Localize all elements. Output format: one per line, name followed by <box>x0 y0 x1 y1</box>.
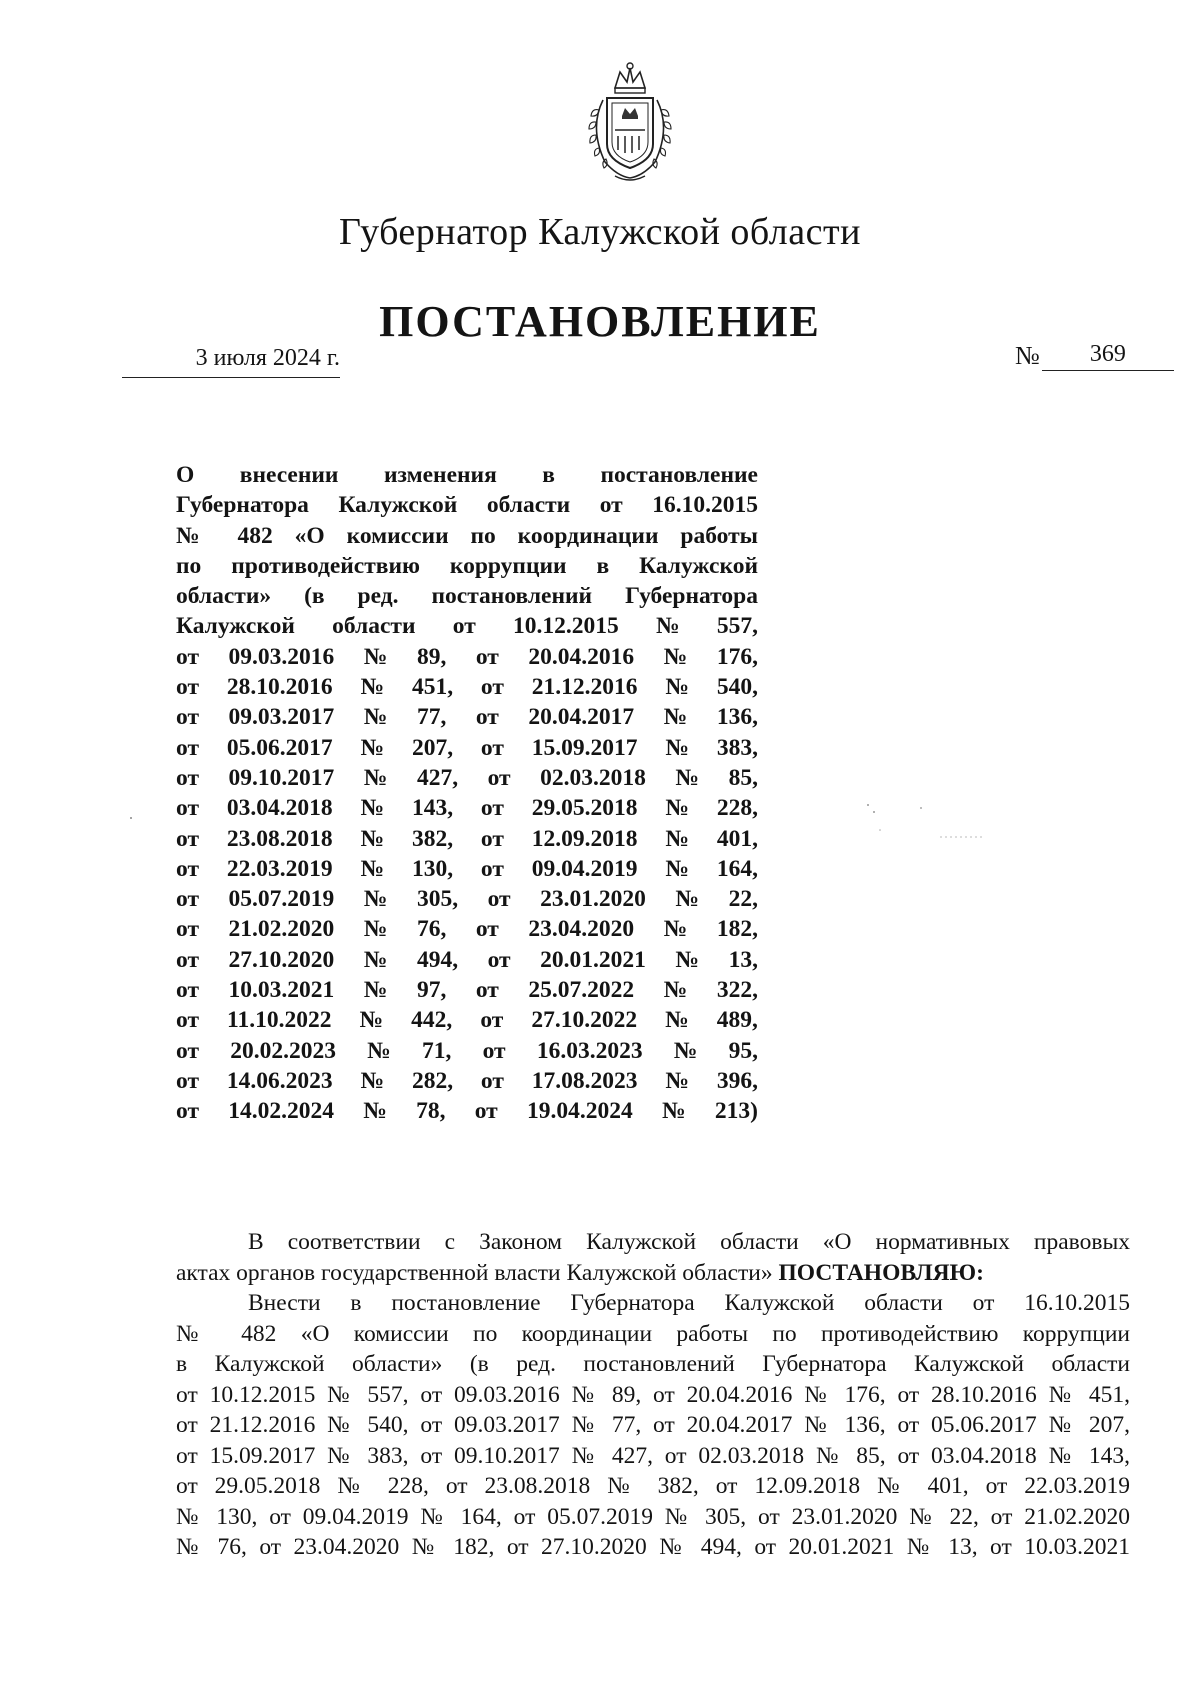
subject-word: 10.12.2015 <box>513 613 619 640</box>
subject-word: № <box>663 977 688 1004</box>
subject-word: № <box>360 674 385 701</box>
subject-line <box>176 824 758 854</box>
subject-word: 21.12.2016 <box>531 674 638 701</box>
subject-word: № <box>675 886 700 913</box>
subject-line <box>176 1096 758 1126</box>
subject-word: от <box>480 1067 504 1094</box>
subject-line <box>176 793 758 823</box>
subject-word: № <box>360 1067 385 1094</box>
subject-word: 396, <box>716 1067 758 1094</box>
subject-word: 20.04.2017 <box>528 704 635 731</box>
subject-word: от <box>475 643 499 670</box>
subject-word: 77, <box>416 704 447 731</box>
document-type-title: ПОСТАНОВЛЕНИЕ <box>379 297 821 346</box>
resolution-word: ПОСТАНОВЛЯЮ: <box>778 1259 984 1286</box>
subject-word: от <box>176 643 199 670</box>
subject-word: от <box>176 916 199 943</box>
subject-word: от <box>176 1037 199 1064</box>
subject-word: 143, <box>411 795 454 822</box>
subject-word: от <box>480 734 504 761</box>
subject-word: 489, <box>716 1007 758 1034</box>
subject-line <box>176 460 758 490</box>
subject-word: от <box>176 704 199 731</box>
subject-word: № <box>360 855 385 882</box>
subject-word: 09.03.2017 <box>228 704 335 731</box>
subject-word: № <box>359 1007 384 1034</box>
subject-word: от <box>176 1007 199 1034</box>
subject-word: от <box>480 674 504 701</box>
subject-line <box>176 490 758 520</box>
subject-word: от <box>176 1067 199 1094</box>
subject-word: 03.04.2018 <box>226 795 333 822</box>
body-line: № 76, от 23.04.2020 № 182, от 27.10.2020 № 494, от 20.01.2021 № 13, от 10.03.2021 <box>176 1534 1130 1560</box>
subject-word: 20.04.2016 <box>528 643 635 670</box>
subject-word: области» (в ред. постановлений Губернатора <box>176 583 758 610</box>
subject-word: № <box>663 916 688 943</box>
subject-word: в <box>542 462 555 488</box>
subject-word: 451, <box>411 674 454 701</box>
subject-word: от <box>176 674 199 701</box>
subject-word: 12.09.2018 <box>531 825 638 852</box>
subject-word: 71, <box>422 1037 452 1064</box>
subject-word: 23.04.2020 <box>528 916 635 943</box>
subject-word: внесении <box>239 462 339 488</box>
subject-word: 20.02.2023 <box>230 1037 336 1064</box>
body-line: от 10.12.2015 № 557, от 09.03.2016 № 89, от 20.04.2016 № 176, от 28.10.2016 № 451, <box>176 1381 1130 1408</box>
subject-word: постановление <box>600 462 758 488</box>
subject-word: 207, <box>411 734 454 761</box>
subject-word: 16.03.2023 <box>536 1037 643 1064</box>
subject-word: 89, <box>416 643 447 670</box>
subject-word: 10.03.2021 <box>228 977 335 1004</box>
subject-word: № <box>665 795 689 822</box>
subject-word: 382, <box>411 825 454 852</box>
document-number <box>1015 338 1174 371</box>
subject-word: 76, <box>416 916 447 943</box>
subject-word: № <box>363 946 388 973</box>
subject-word: от <box>176 855 199 882</box>
subject-word: 14.06.2023 <box>226 1067 333 1094</box>
subject-line <box>176 884 758 914</box>
subject-line <box>176 1066 758 1096</box>
subject-word: 17.08.2023 <box>531 1067 638 1094</box>
subject-word: от <box>480 855 504 882</box>
subject-word: от <box>176 764 199 791</box>
document-body <box>176 1227 1130 1563</box>
subject-word: № <box>656 613 680 640</box>
subject-word: 95, <box>728 1037 758 1064</box>
body-line: от 15.09.2017 № 383, от 09.10.2017 № 427, от 02.03.2018 № 85, от 03.04.2018 № 143, <box>176 1442 1130 1469</box>
subject-word: 176, <box>716 643 758 670</box>
subject-word: 27.10.2022 <box>531 1007 638 1034</box>
subject-word: 13, <box>728 946 758 973</box>
subject-word: 494, <box>416 946 459 973</box>
subject-word: от <box>474 1098 498 1125</box>
body-line: № 482 «О комиссии по координации работы по противодействию коррупции <box>176 1320 1130 1347</box>
subject-word: Калужской <box>176 613 295 640</box>
subject-line <box>176 521 758 551</box>
subject-line <box>176 611 758 641</box>
subject-word: 05.07.2019 <box>228 886 335 913</box>
subject-word: от <box>480 825 504 852</box>
subject-word: Губернатора Калужской области от 16.10.2015 <box>176 492 758 519</box>
subject-word: № <box>665 674 689 701</box>
subject-word: № <box>360 825 385 852</box>
body-line: В соответствии с Законом Калужской области «О нормативных правовых <box>248 1229 1130 1255</box>
subject-word: 136, <box>716 704 758 731</box>
subject-word: № <box>363 916 388 943</box>
subject-line <box>176 914 758 944</box>
body-line: Внести в постановление Губернатора Калужской области от 16.10.2015 <box>248 1290 1130 1316</box>
subject-word: 23.01.2020 <box>540 886 646 913</box>
subject-word: 228, <box>716 795 758 822</box>
subject-word: 557, <box>716 613 758 640</box>
subject-word: 09.04.2019 <box>531 855 638 882</box>
subject-word: 540, <box>716 674 758 701</box>
subject-word: 28.10.2016 <box>226 674 333 701</box>
subject-line <box>176 1036 758 1066</box>
subject-word: № <box>661 1098 686 1125</box>
subject-line <box>176 945 758 975</box>
subject-word: 25.07.2022 <box>528 977 635 1004</box>
subject-word: 182, <box>716 916 758 943</box>
subject-word: от <box>487 946 511 973</box>
subject-word: 15.09.2017 <box>531 734 638 761</box>
subject-word: 23.08.2018 <box>226 825 333 852</box>
subject-line <box>176 763 758 793</box>
subject-word: 78, <box>416 1098 446 1125</box>
subject-word: № <box>360 795 385 822</box>
subject-word: № <box>663 643 688 670</box>
subject-word: от <box>487 886 511 913</box>
subject-line <box>176 642 758 672</box>
subject-word: 19.04.2024 <box>526 1098 633 1125</box>
subject-word: 282, <box>411 1067 454 1094</box>
body-line: от 29.05.2018 № 228, от 23.08.2018 № 382, от 12.09.2018 № 401, от 22.03.2019 <box>176 1473 1130 1499</box>
subject-word: 322, <box>716 977 758 1004</box>
subject-word: 05.06.2017 <box>226 734 333 761</box>
subject-word: № <box>363 704 388 731</box>
subject-word: № <box>665 855 689 882</box>
subject-word: 29.05.2018 <box>531 795 638 822</box>
subject-word: № <box>360 734 385 761</box>
subject-word: № <box>663 704 688 731</box>
body-line: актах органов государственной власти Калужской области» <box>176 1259 773 1286</box>
subject-word: от <box>482 1037 506 1064</box>
body-line: от 21.12.2016 № 540, от 09.03.2017 № 77, от 20.04.2017 № 136, от 05.06.2017 № 207, <box>176 1412 1130 1438</box>
subject-word: от <box>475 977 499 1004</box>
subject-word: 401, <box>716 825 758 852</box>
subject-word: 09.10.2017 <box>228 764 335 791</box>
subject-word: от <box>475 916 499 943</box>
paragraph-amendment <box>176 1288 1130 1563</box>
subject-word: от <box>176 1098 199 1125</box>
subject-word: № 482 «О комиссии по координации работы <box>176 522 758 549</box>
subject-word: № <box>675 946 700 973</box>
subject-word: № <box>363 977 388 1004</box>
number-value: 369 <box>1042 341 1174 371</box>
subject-word: 383, <box>716 734 758 761</box>
subject-word: от <box>487 764 511 791</box>
subject-word: 22, <box>728 886 758 913</box>
subject-word: изменения <box>383 462 497 488</box>
subject-word: 97, <box>416 977 447 1004</box>
subject-line <box>176 854 758 884</box>
coat-of-arms-emblem <box>575 58 685 186</box>
paragraph-basis <box>176 1227 1130 1288</box>
subject-word: № <box>665 1007 689 1034</box>
subject-word: 09.03.2016 <box>228 643 335 670</box>
body-line: в Калужской области» (в ред. постановлений Губернатора Калужской области <box>176 1351 1130 1377</box>
subject-word: от <box>480 795 504 822</box>
subject-word: 85, <box>728 764 758 791</box>
issuer-title: Губернатор Калужской области <box>339 211 861 253</box>
document-subject <box>176 460 758 1127</box>
subject-word: 21.02.2020 <box>228 916 335 943</box>
subject-word: 164, <box>716 855 758 882</box>
subject-word: от <box>176 825 199 852</box>
subject-line <box>176 551 758 581</box>
subject-word: 11.10.2022 <box>227 1007 332 1034</box>
subject-word: О <box>176 462 195 488</box>
subject-line <box>176 702 758 732</box>
subject-word: 442, <box>411 1007 453 1034</box>
subject-word: по противодействию коррупции в Калужской <box>176 552 758 579</box>
subject-word: № <box>673 1037 698 1064</box>
subject-word: 20.01.2021 <box>540 946 646 973</box>
subject-word: 27.10.2020 <box>228 946 335 973</box>
subject-word: № <box>665 734 689 761</box>
subject-word: № <box>363 764 388 791</box>
document-date: 3 июля 2024 г. <box>122 345 340 378</box>
subject-line <box>176 975 758 1005</box>
subject-word: от <box>475 704 499 731</box>
subject-word: 427, <box>416 764 459 791</box>
subject-word: от <box>480 1007 504 1034</box>
subject-word: от <box>176 734 199 761</box>
subject-word: области <box>332 613 416 640</box>
subject-word: № <box>363 643 388 670</box>
body-line: № 130, от 09.04.2019 № 164, от 05.07.2019 № 305, от 23.01.2020 № 22, от 21.02.2020 <box>176 1503 1130 1530</box>
subject-word: 22.03.2019 <box>226 855 333 882</box>
subject-word: 14.02.2024 <box>228 1098 334 1125</box>
subject-word: от <box>176 886 199 913</box>
subject-word: № <box>363 1098 387 1125</box>
subject-word: от <box>176 795 199 822</box>
subject-word: 213) <box>714 1098 758 1125</box>
subject-word: от <box>452 613 476 640</box>
subject-word: № <box>367 1037 391 1064</box>
subject-word: № <box>675 764 700 791</box>
subject-word: 02.03.2018 <box>540 764 646 791</box>
subject-word: от <box>176 977 199 1004</box>
subject-word: № <box>665 825 689 852</box>
subject-word: 305, <box>416 886 459 913</box>
subject-line <box>176 1005 758 1035</box>
subject-line <box>176 672 758 702</box>
subject-line <box>176 733 758 763</box>
subject-word: № <box>363 886 388 913</box>
subject-word: № <box>665 1067 689 1094</box>
subject-word: 130, <box>411 855 454 882</box>
subject-line <box>176 581 758 611</box>
subject-word: от <box>176 946 199 973</box>
number-label: № <box>1015 341 1040 370</box>
